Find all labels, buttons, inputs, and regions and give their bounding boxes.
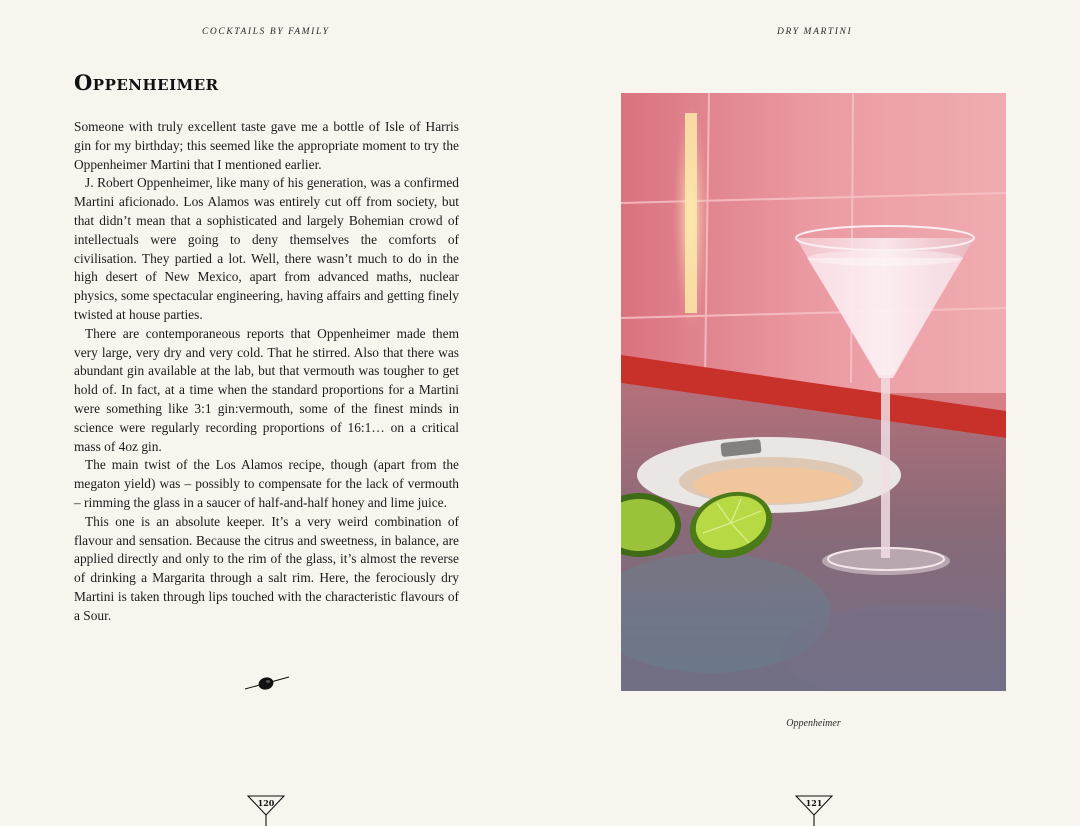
- olive-on-cocktail-pick-icon: [244, 672, 290, 694]
- paragraph-3: There are contemporaneous reports that Oppenheimer made them very large, very dry and very cold. That he stirred. Also that there was abundant gin available at the lab, but that vermouth was tougher to get hold of. In fact, at a time when the standard proportions for a Martini were something like 3:1 gin:vermouth, some of the finest minds in science were regularly recording proportions of 16:1… on a critical mass of 4oz gin.: [74, 325, 459, 454]
- paragraph-5: This one is an absolute keeper. It’s a very weird combination of flavour and sensation. Because the citrus and sweetness, in balance, are applied directly and only to the rim of the glass, it’s almost the reverse of drinking a Margarita through a salt rim. Here, the ferociously dry Martini is taken through lips touched with the characteristic flavours of a Sour.: [74, 513, 459, 623]
- running-head-right: DRY MARTINI: [777, 27, 853, 37]
- page-number-left: [247, 795, 285, 826]
- page-number-left-text: 120: [257, 798, 275, 808]
- running-head-left: COCKTAILS BY FAMILY: [202, 27, 330, 37]
- recipe-title: Oppenheimer: [74, 70, 219, 95]
- martini-glass-with-honey-saucer-and-lime-photo: [621, 93, 1006, 691]
- photo-caption: Oppenheimer: [786, 718, 841, 729]
- body-text: [74, 118, 459, 626]
- paragraph-4: The main twist of the Los Alamos recipe, though (apart from the megaton yield) was – possibly to compensate for the lack of vermouth – rimming the glass in a saucer of half-and-half honey and lime juice.: [74, 457, 459, 510]
- page-number-right-text: 121: [805, 798, 823, 808]
- paragraph-1: Someone with truly excellent taste gave me a bottle of Isle of Harris gin for my birthday; this seemed like the appropriate moment to try the Oppenheimer Martini that I mentioned earlier.: [74, 119, 459, 172]
- page-number-right: [795, 795, 833, 826]
- paragraph-2: J. Robert Oppenheimer, like many of his generation, was a confirmed Martini aficionado. Los Alamos was entirely cut off from society, but that didn’t mean that a sophisticated and largely Bohemian crowd of intellectuals were going to deny themselves the comforts of civilisation. They partied a lot. Well, there wasn’t much to do in the high desert of New Mexico, apart from advanced maths, nuclear physics, some spectacular engineering, having affairs and getting finely twisted at house parties.: [74, 175, 459, 322]
